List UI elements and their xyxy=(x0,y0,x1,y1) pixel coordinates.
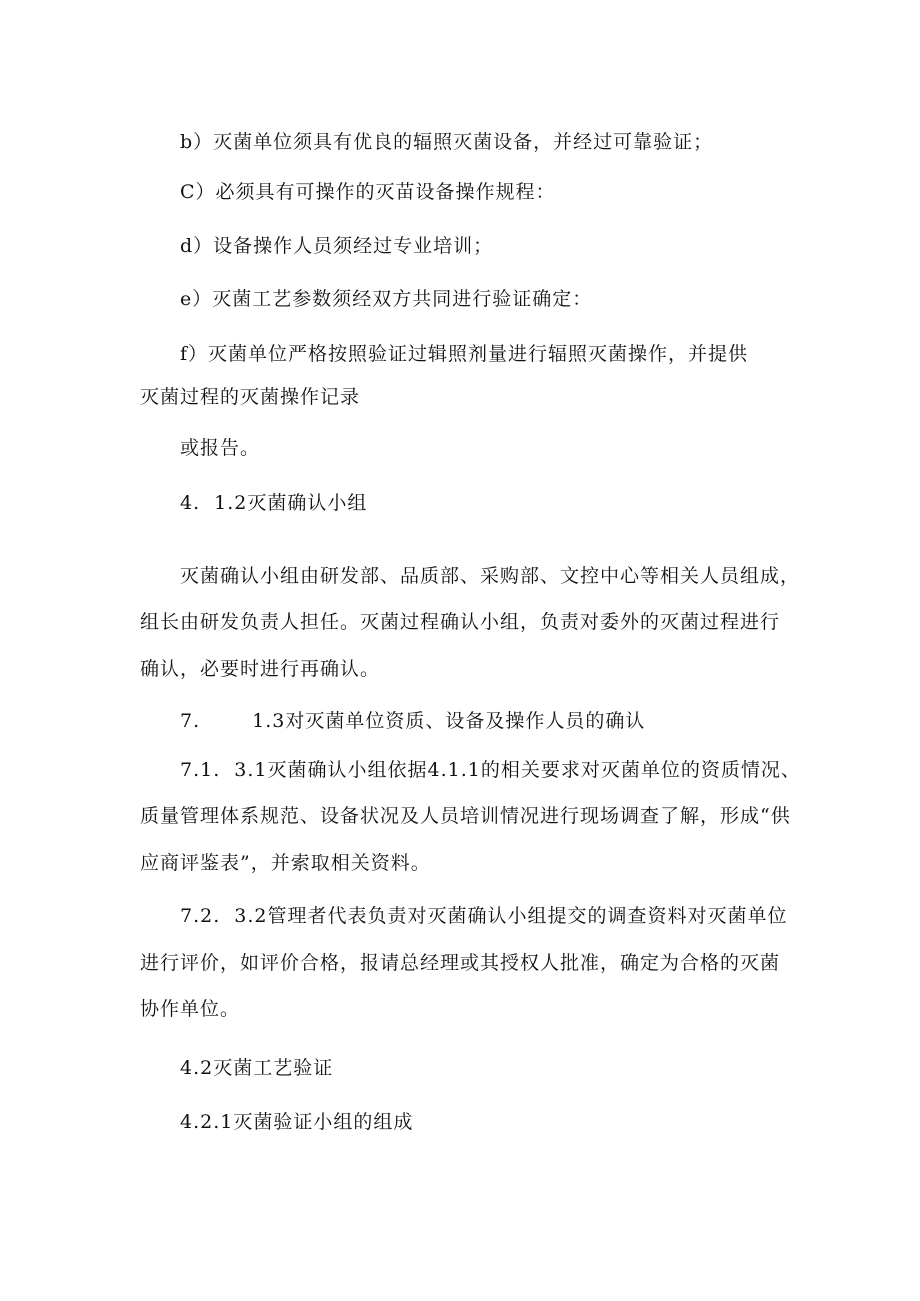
item-f-line1: f）灭菌单位严格按照验证过辑照剂量进行辐照灭菌操作，并提供 xyxy=(180,343,749,365)
section-number: 4. xyxy=(180,492,201,514)
paragraph-line: 协作单位。 xyxy=(140,998,241,1020)
paragraph-text: 3.1灭菌确认小组依据4.1.1的相关要求对灭菌单位的资质情况、 xyxy=(234,759,801,781)
section-heading-4-2: 4.2灭菌工艺验证 xyxy=(180,1057,334,1079)
paragraph-text: 3.2管理者代表负责对灭菌确认小组提交的调查资料对灭菌单位 xyxy=(234,905,788,927)
section-title: 1.3对灭菌单位资质、设备及操作人员的确认 xyxy=(252,710,646,732)
paragraph-line: 应商评鉴表”，并索取相关资料。 xyxy=(140,852,431,874)
paragraph-line: 进行评价，如评价合格，报请总经理或其授权人批准，确定为合格的灭菌 xyxy=(140,952,781,974)
item-e: e）灭菌工艺参数须经双方共同进行验证确定： xyxy=(180,288,593,310)
subsection-heading-4-2-1: 4.2.1灭菌验证小组的组成 xyxy=(180,1111,414,1133)
paragraph-line: 灭菌确认小组由研发部、品质部、采购部、文控中心等相关人员组成， xyxy=(180,565,801,587)
paragraph-line: 确认，必要时进行再确认。 xyxy=(140,658,381,680)
section-7-1-line1 xyxy=(180,756,801,784)
section-heading-4-1-2 xyxy=(180,489,367,517)
paragraph-line: 组长由研发负责人担任。灭菌过程确认小组，负责对委外的灭菌过程进行 xyxy=(140,611,781,633)
paragraph-line: 质量管理体系规范、设备状况及人员培训情况进行现场调查了解，形成“供 xyxy=(140,805,791,827)
item-b: b）灭菌单位须具有优良的辐照灭菌设备，并经过可靠验证； xyxy=(180,131,714,153)
item-f-line3: 或报告。 xyxy=(180,437,261,459)
section-title: 1.2灭菌确认小组 xyxy=(214,492,368,514)
section-number: 7.2. xyxy=(180,905,221,927)
section-number: 7. xyxy=(180,710,201,732)
item-f-line2: 灭菌过程的灭菌操作记录 xyxy=(140,386,361,408)
section-7-2-line1 xyxy=(180,902,787,930)
item-d: d）设备操作人员须经过专业培训； xyxy=(180,235,494,257)
item-c: C）必须具有可操作的灭苗设备操作规程： xyxy=(180,181,556,203)
section-number: 7.1. xyxy=(180,759,221,781)
section-heading-1-3 xyxy=(180,707,645,735)
